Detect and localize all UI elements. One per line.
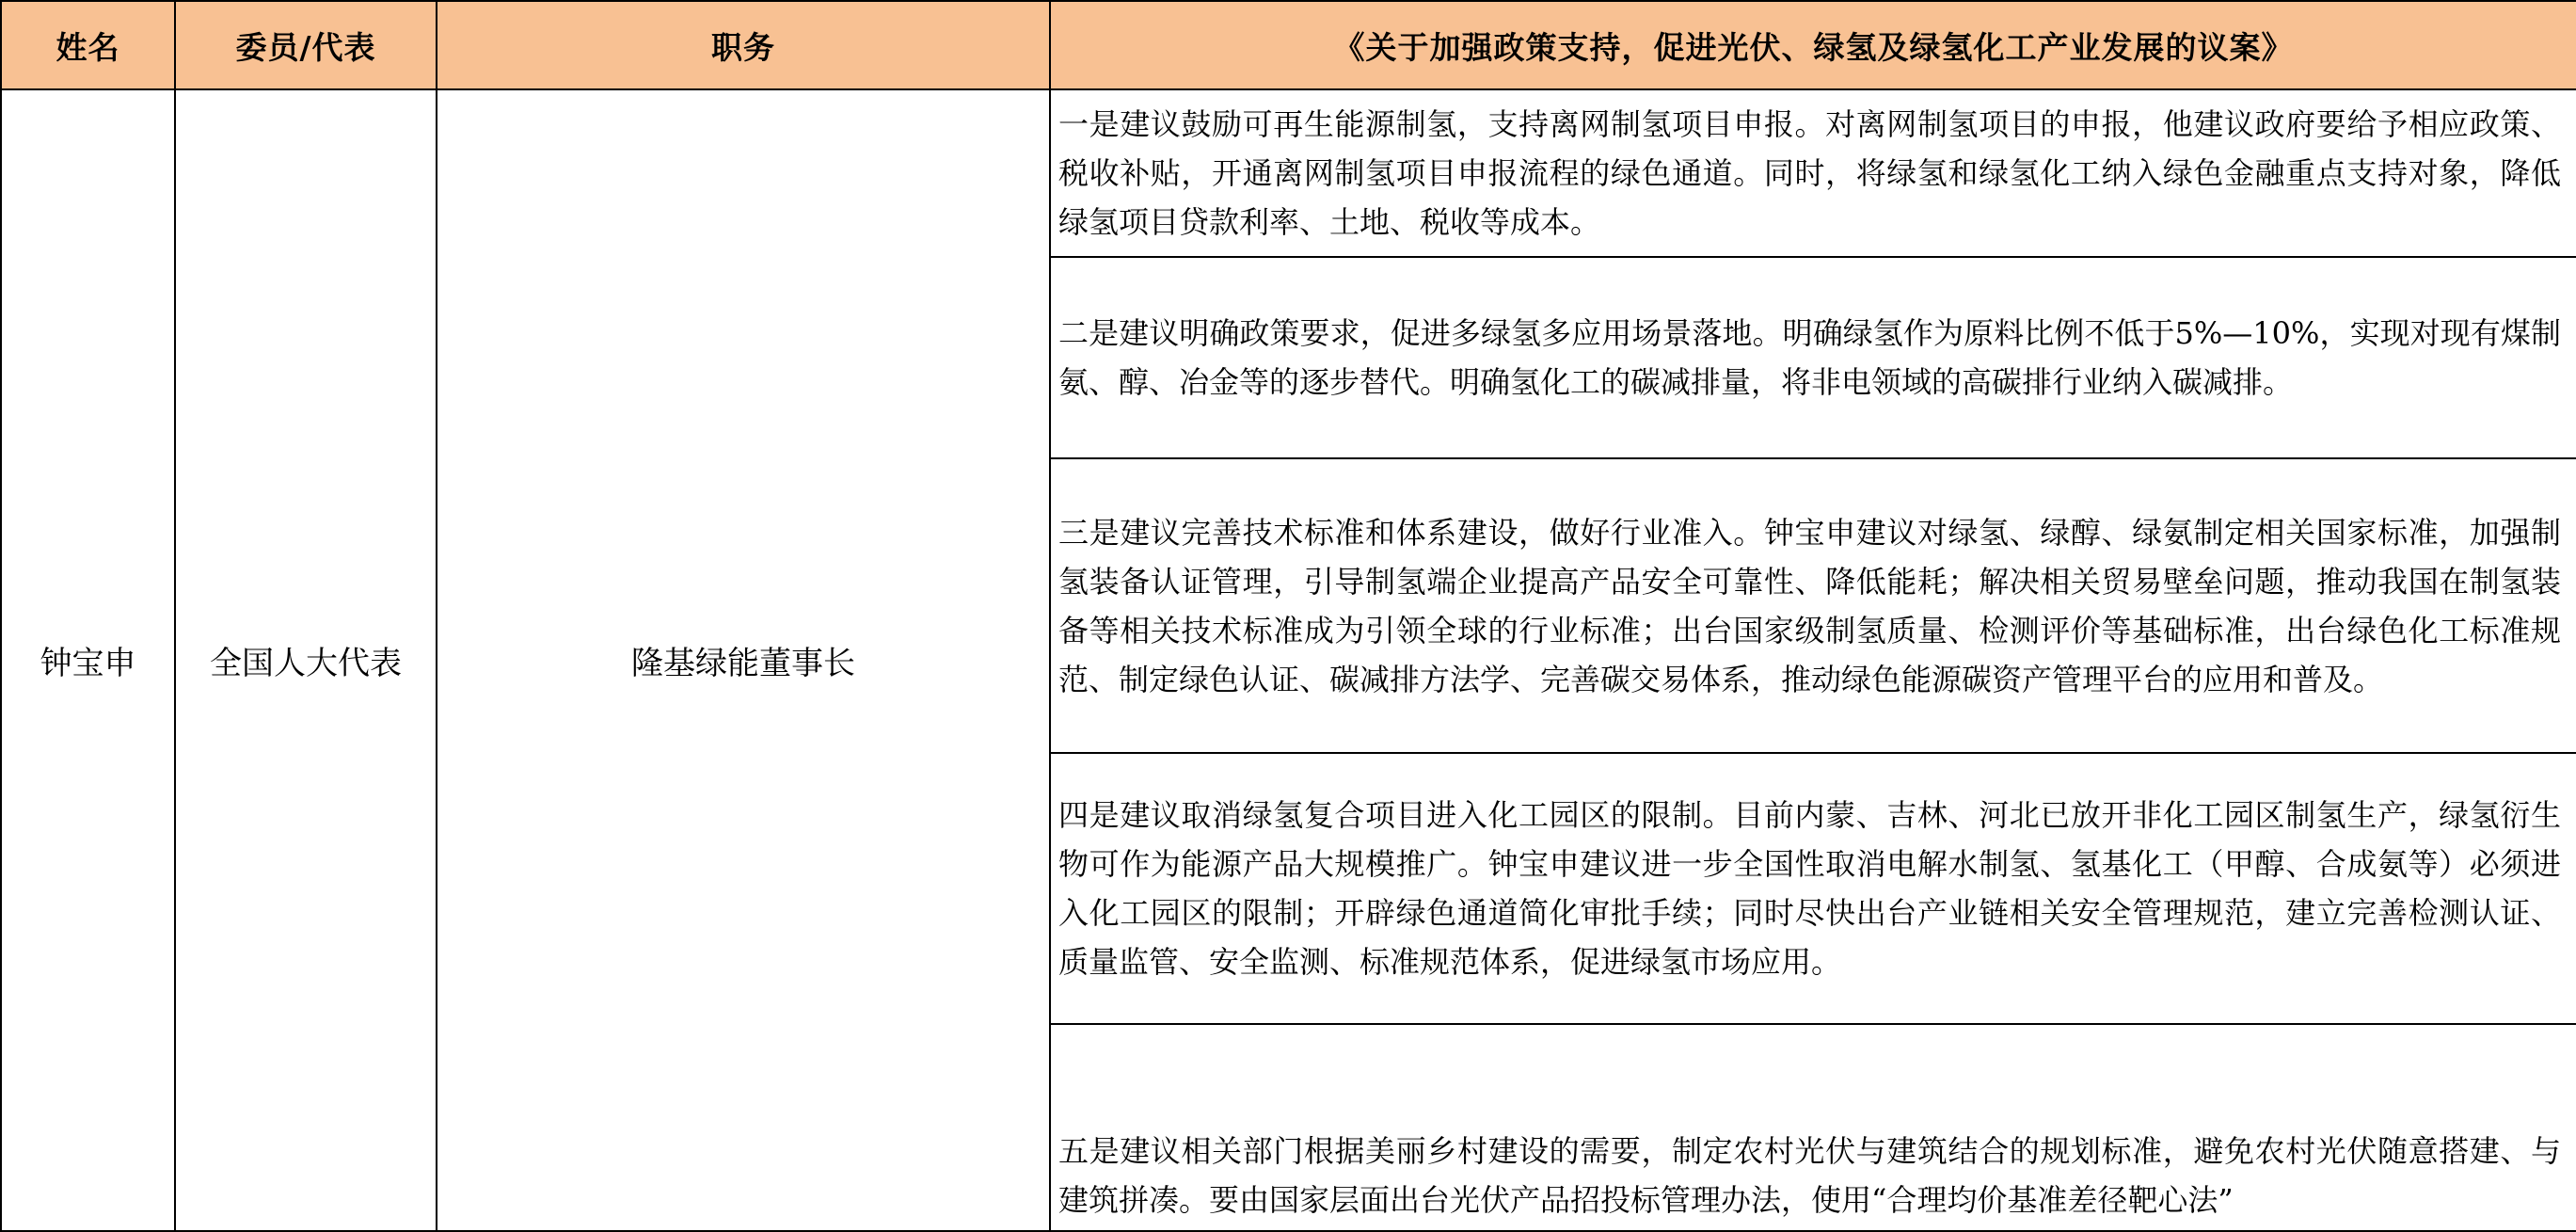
proposal-point-3: 三是建议完善技术标准和体系建设，做好行业准入。钟宝申建议对绿氢、绿醇、绿氨制定相关国家标准，加强制氢装备认证管理，引导制氢端企业提高产品安全可靠性、降低能耗；解决相关贸易壁垒问题，推动我国在制氢装备等相关技术标准成为引领全球的行业标准；出台国家级制氢质量、检测评价等基础标准，出台绿色化工标准规范、制定绿色认证、碳减排方法学、完善碳交易体系，推动绿色能源碳资产管理平台的应用和普及。	[1050, 458, 2576, 753]
header-role: 委员/代表	[175, 1, 437, 89]
cell-name: 钟宝申	[1, 89, 175, 1231]
header-name: 姓名	[1, 1, 175, 89]
header-proposal-title: 《关于加强政策支持，促进光伏、绿氢及绿氢化工产业发展的议案》	[1050, 1, 2576, 89]
header-position: 职务	[437, 1, 1050, 89]
proposal-point-5: 五是建议相关部门根据美丽乡村建设的需要，制定农村光伏与建筑结合的规划标准，避免农村光伏随意搭建、与建筑拼凑。要由国家层面出台光伏产品招投标管理办法，使用“合理均价基准差径靶心法”	[1050, 1024, 2576, 1231]
proposal-point-2: 二是建议明确政策要求，促进多绿氢多应用场景落地。明确绿氢作为原料比例不低于5%—10%，实现对现有煤制氨、醇、冶金等的逐步替代。明确氢化工的碳减排量，将非电领域的高碳排行业纳入碳减排。	[1050, 257, 2576, 458]
header-row	[1, 1, 2576, 89]
cell-role: 全国人大代表	[175, 89, 437, 1231]
proposal-point-1: 一是建议鼓励可再生能源制氢，支持离网制氢项目申报。对离网制氢项目的申报，他建议政府要给予相应政策、税收补贴，开通离网制氢项目申报流程的绿色通道。同时，将绿氢和绿氢化工纳入绿色金融重点支持对象，降低绿氢项目贷款利率、土地、税收等成本。	[1050, 89, 2576, 257]
proposal-point-4: 四是建议取消绿氢复合项目进入化工园区的限制。目前内蒙、吉林、河北已放开非化工园区制氢生产，绿氢衍生物可作为能源产品大规模推广。钟宝申建议进一步全国性取消电解水制氢、氢基化工（甲醇、合成氨等）必须进入化工园区的限制；开辟绿色通道简化审批手续；同时尽快出台产业链相关安全管理规范，建立完善检测认证、质量监管、安全监测、标准规范体系，促进绿氢市场应用。	[1050, 753, 2576, 1024]
table-row	[1, 89, 2576, 257]
cell-position: 隆基绿能董事长	[437, 89, 1050, 1231]
